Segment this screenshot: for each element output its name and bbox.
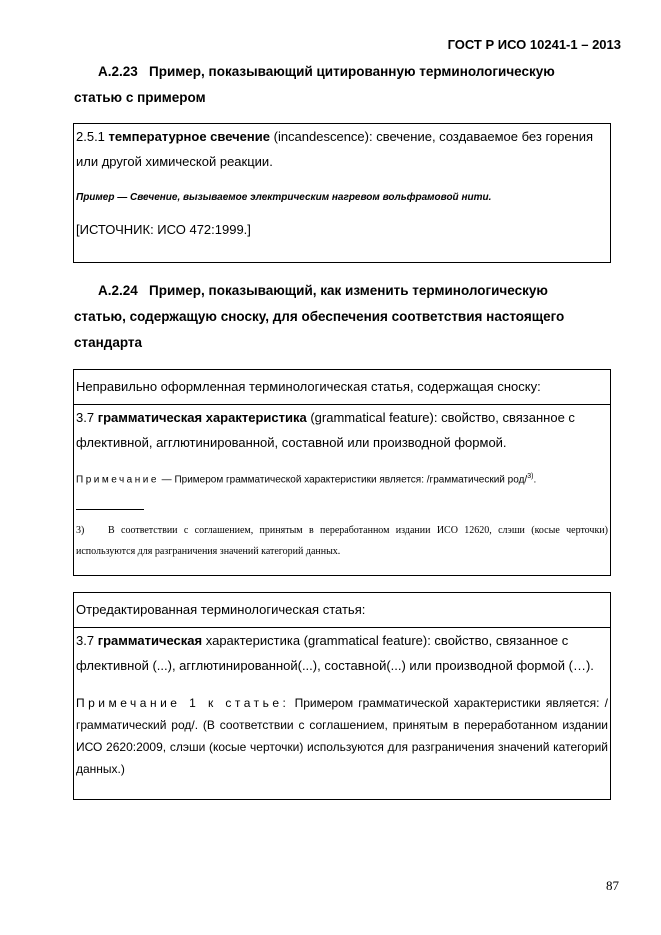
term-source: [ИСТОЧНИК: ИСО 472:1999.]: [76, 222, 251, 237]
footnote-ref: 3): [527, 473, 534, 480]
term-definition-text: (incandescence): свечение, создаваемое без горения: [273, 129, 594, 144]
footnote-text: В соответствии с соглашением, принятым в переработанном издании ИСО 12620, слэши (косые черточки) используются для разграничения значений категорий данных.: [76, 525, 608, 558]
section-title-line2: статью, содержащую сноску, для обеспечения соответствия настоящего: [74, 309, 565, 324]
term-definition: [74, 628, 610, 653]
note-end: .: [533, 474, 537, 486]
section-heading-a2-23: [74, 59, 621, 111]
footnote-number: 3): [76, 525, 85, 537]
note-label: Примечание: [76, 474, 159, 486]
document-code: ГОСТ Р ИСО 10241-1 – 2013: [447, 37, 621, 52]
footnote: [74, 520, 610, 562]
term-number: 3.7: [76, 410, 95, 425]
term-name: грамматическая характеристика: [97, 410, 307, 425]
note-text: Примером грамматической характеристики является: /грамматический род/. (В соответствии с соглашением, принятым в переработанном издании ИСО 2620:2009, слэши (косые черточки) используются для разграничения значений категорий данных.): [76, 696, 608, 776]
section-title-line3: стандарта: [74, 335, 143, 350]
section-title-line2: статью с примером: [74, 90, 206, 105]
term-example: Пример — Свечение, вызываемое электрическим нагревом вольфрамовой нити.: [76, 192, 492, 203]
term-definition: [74, 405, 610, 430]
term-definition-text: (grammatical feature): свойство, связанное с: [310, 410, 575, 425]
term-entry-box-incorrect: [73, 369, 611, 576]
term-note: [74, 692, 610, 780]
term-number: 2.5.1: [76, 129, 105, 144]
note-text: — Примером грамматической характеристики является: /грамматический род/: [161, 474, 528, 486]
term-entry-box-cited: [73, 123, 611, 263]
term-number: 3.7: [76, 633, 95, 648]
term-definition-text: характеристика (grammatical feature): свойство, связанное с: [205, 633, 569, 648]
term-definition-line2: или другой химической реакции.: [76, 154, 273, 169]
section-number: А.2.23: [98, 64, 138, 79]
term-note: [74, 473, 610, 485]
term-name: температурное свечение: [108, 129, 270, 144]
section-title-line1: Пример, показывающий, как изменить терминологическую: [149, 283, 548, 298]
section-number: А.2.24: [98, 283, 138, 298]
term-definition-line2: флективной (...), агглютинированной(...), составной(...) или производной формой (…).: [76, 658, 594, 673]
term-definition-line2: флективной, агглютинированной, составной или производной формой.: [76, 435, 507, 450]
box-caption: Неправильно оформленная терминологическая статья, содержащая сноску:: [74, 370, 610, 405]
section-title-line1: Пример, показывающий цитированную терминологическую: [149, 64, 555, 79]
term-definition: [74, 124, 610, 149]
page-number: 87: [606, 878, 619, 893]
term-entry-box-edited: [73, 592, 611, 800]
note-label: Примечание 1 к статье:: [76, 696, 290, 710]
footnote-rule: [76, 509, 144, 510]
box-caption: Отредактированная терминологическая статья:: [74, 593, 610, 628]
term-name: грамматическая: [97, 633, 203, 648]
section-heading-a2-24: [74, 278, 621, 356]
